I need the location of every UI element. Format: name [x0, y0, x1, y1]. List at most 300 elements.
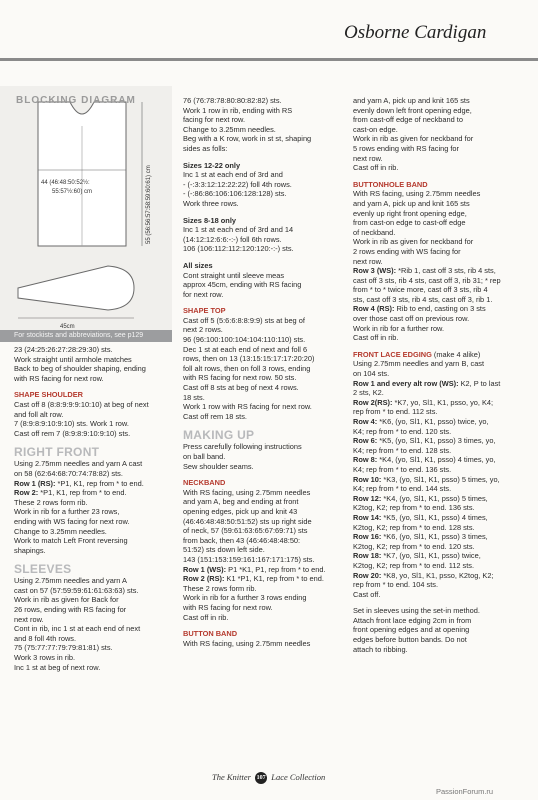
text-line [14, 546, 174, 556]
row-text: Work in rib for a further 3 rows ending [183, 593, 307, 603]
row-text: K4; rep from * to end. 136 sts. [353, 464, 452, 474]
row-text: and yarn A, beg and ending at front [183, 497, 299, 507]
row-text: These 2 rows form rib. [14, 497, 88, 507]
row-label: Row 2(RS): [353, 397, 393, 407]
text-line [353, 606, 531, 616]
page-number: 107 [255, 772, 267, 784]
text-line [183, 144, 346, 154]
footer-magazine: The Knitter [212, 772, 251, 782]
text-line [183, 442, 346, 452]
row-text: over those cast off on previous row. [353, 314, 470, 324]
text-line [183, 290, 346, 300]
text-line [14, 498, 174, 508]
text-line [353, 218, 531, 228]
row-text: 51:52) sts down left side. [183, 545, 265, 555]
text-line [183, 613, 346, 623]
text-line [183, 402, 346, 412]
watermark: PassionForum.ru [436, 787, 494, 796]
text-line [353, 333, 531, 343]
row-text: Cast off in rib. [353, 333, 399, 343]
text-line [183, 555, 346, 565]
text-line [353, 645, 531, 655]
text-line [353, 542, 531, 552]
text-line [14, 459, 174, 469]
paragraph-gap [14, 555, 174, 562]
row-text: *K7, (yo, Sl1, K1, psso) twice, [381, 551, 481, 561]
row-text: sts, cast off 3 sts, rib 4 sts, cast off 3, rib 1. [353, 294, 493, 304]
text-line [183, 639, 346, 649]
text-line [353, 484, 531, 494]
row-text: K2tog, K2; rep from * to end. 112 sts. [353, 560, 475, 570]
row-text: on 104 sts. [353, 369, 390, 379]
section-heading: BUTTON BAND [183, 629, 238, 639]
row-text: cast on 57 (57:59:59:61:61:63:63) sts. [14, 585, 139, 595]
text-line [353, 465, 531, 475]
row-label: Row 10: [353, 474, 382, 484]
text-line [353, 134, 531, 144]
row-text: Using 2.75mm needles and yarn A [14, 576, 127, 586]
paragraph-gap [353, 343, 531, 350]
paragraph-gap [183, 421, 346, 428]
text-line [183, 96, 346, 106]
text-line [14, 400, 174, 410]
text-line [183, 125, 346, 135]
major-heading: MAKING UP [183, 428, 255, 443]
row-text: Cont straight until sleeve meas [183, 270, 285, 280]
row-text: and yarn A, pick up and knit 165 sts [353, 198, 470, 208]
text-line [183, 526, 346, 536]
text-line [353, 523, 531, 533]
section-heading: BUTTONHOLE BAND [353, 179, 428, 189]
row-text: and 8 foll 4th rows. [14, 633, 77, 643]
row-text: rows, then on 13 (13:15:15:17:17:20:20) [183, 354, 315, 364]
row-label: Sizes 12-22 only [183, 160, 241, 170]
text-line [353, 257, 531, 267]
paragraph-gap [183, 254, 346, 261]
diagram-title: BLOCKING DIAGRAM [16, 95, 136, 106]
text-line [353, 561, 531, 571]
page-title: Osborne Cardigan [344, 22, 487, 43]
row-label: Row 6: [353, 436, 378, 446]
text-line [353, 398, 531, 408]
row-text: from back, then 43 (46:46:48:48:50: [183, 535, 301, 545]
row-text: next row. [353, 153, 383, 163]
text-line [183, 393, 346, 403]
width-label-line2: 55:57½:60) cm [52, 189, 93, 195]
row-text: Attach front lace edging 2cm in from [353, 615, 472, 625]
row-text: Work straight until armhole matches [14, 354, 132, 364]
text-line [14, 615, 174, 625]
text-line [14, 469, 174, 479]
text-line [183, 383, 346, 393]
row-text: P1 *K1, P1, rep from * to end. [226, 564, 326, 574]
row-text: on ball band. [183, 452, 226, 461]
row-text: cast off 3 sts, rib 4 sts, cast off 3, rib 31; * rep [353, 275, 501, 285]
text-line [353, 590, 531, 600]
text-line [183, 189, 346, 199]
text-line [353, 427, 531, 437]
text-line [183, 180, 346, 190]
text-line [183, 488, 346, 498]
text-line [183, 574, 346, 584]
text-line [14, 479, 174, 489]
text-line [183, 170, 346, 180]
text-line [183, 235, 346, 245]
text-line [183, 199, 346, 209]
text-line [353, 314, 531, 324]
text-column-2 [183, 96, 346, 648]
text-line [353, 379, 531, 389]
row-text: Work in rib for a further 23 rows, [14, 507, 120, 517]
text-line [14, 410, 174, 420]
text-line [14, 576, 174, 586]
row-text: for next row. [183, 289, 224, 299]
row-text: of neckband. [353, 227, 396, 237]
text-line [353, 635, 531, 645]
text-line [353, 436, 531, 446]
row-text: Cast off in rib. [353, 163, 399, 173]
text-line [353, 407, 531, 417]
row-text: Work in rib as given for neckband for [353, 134, 474, 144]
row-text: (14:12:12:6:6:-:-) foll 6th rows. [183, 234, 282, 244]
text-line [14, 624, 174, 634]
row-text: *K6, (yo, Sl1, K1, psso) twice, yo, [377, 417, 489, 426]
row-text: Cast off. [353, 589, 381, 599]
paragraph-gap [14, 438, 174, 445]
text-line [353, 350, 531, 360]
text-line [183, 565, 346, 575]
row-label: Row 8: [353, 455, 378, 465]
row-text: Change to 3.25mm needles. [14, 526, 107, 536]
row-text: Work three rows. [183, 198, 239, 208]
row-text: (46:46:48:48:50:51:52) sts up right side [183, 516, 312, 526]
row-text: 7 (8:9:8:9:10:9:10) sts. Work 1 row. [14, 419, 129, 429]
sleeve-outline [18, 266, 134, 310]
row-text: next row. [14, 614, 44, 624]
row-text: 96 (96:100:100:104:104:110:110) sts. [183, 335, 306, 345]
text-line [353, 369, 531, 379]
row-text: (make 4 alike) [431, 349, 481, 359]
row-text: from cast-on edge to cast-off edge [353, 218, 466, 228]
row-text: 2 rows ending with WS facing for [353, 246, 461, 256]
row-text: Cast off 8 (8:8:9:9:9:10:10) at beg of next [14, 399, 149, 409]
row-label: Row 20: [353, 570, 382, 580]
row-label: Sizes 8-18 only [183, 215, 236, 225]
text-line [353, 494, 531, 504]
section-heading: SHAPE TOP [183, 306, 226, 316]
row-text: Dec 1 st at each end of next and foll 6 [183, 344, 308, 354]
text-line [353, 228, 531, 238]
text-line [183, 134, 346, 144]
text-line [183, 216, 346, 226]
top-rule [0, 58, 538, 61]
row-text: Press carefully following instructions [183, 442, 302, 452]
row-text: 2 sts, K2. [353, 388, 384, 398]
row-text: *K4, (yo, Sl1, K1, psso) 4 times, yo, [377, 455, 496, 465]
text-line [353, 237, 531, 247]
row-label: Row 4: [353, 417, 378, 426]
text-line [353, 388, 531, 398]
text-line [353, 199, 531, 209]
text-line [14, 586, 174, 596]
row-text: from * to * twice more, cast off 3 sts, rib 4 [353, 285, 488, 295]
row-text: - (-:86:86:106:106:128:128) sts. [183, 189, 287, 199]
row-text: *P1, K1, rep from * to end. [38, 488, 127, 498]
row-text: Work in rib as given for neckband for [353, 237, 474, 247]
row-text: Inc 1 st at each end of 3rd and [183, 170, 283, 180]
text-line [353, 513, 531, 523]
row-text: Cast off rem 18 sts. [183, 411, 247, 421]
text-line [183, 603, 346, 613]
row-text: evenly down left front opening edge, [353, 105, 472, 115]
text-line [183, 462, 346, 472]
text-line [14, 419, 174, 429]
text-line [353, 580, 531, 590]
text-line [353, 96, 531, 106]
row-text: With RS facing, using 2.75mm needles [183, 638, 311, 648]
row-text: 5 rows ending with RS facing for [353, 143, 459, 153]
row-text: opening edges, pick up and knit 43 [183, 506, 298, 516]
row-text: With RS facing, using 2.75mm needles [353, 189, 481, 199]
text-line [353, 324, 531, 334]
row-text: next 2 rows. [183, 325, 223, 335]
paragraph-gap [183, 471, 346, 478]
text-line [353, 276, 531, 286]
row-text: Work 1 row in rib, ending with RS [183, 105, 293, 115]
row-text: K2, P to last [458, 378, 501, 388]
text-line [353, 209, 531, 219]
row-text: K4; rep from * to end. 128 sts. [353, 445, 452, 455]
text-line [353, 125, 531, 135]
text-line [353, 551, 531, 561]
row-text: edges before button bands. Do not [353, 635, 467, 645]
diagram-drawing [0, 86, 172, 340]
length-label: 55 (56:56:57:58:59:60:61) cm [146, 165, 152, 244]
text-line [14, 595, 174, 605]
row-text: K2tog, K2; rep from * to end. 136 sts. [353, 503, 475, 513]
row-text: With RS facing, using 2.75mm needles [183, 487, 311, 497]
text-line [353, 304, 531, 314]
row-text: evenly up right front opening edge, [353, 208, 467, 218]
row-text: shapings. [14, 545, 46, 555]
row-text: K4; rep from * to end. 120 sts. [353, 426, 452, 436]
paragraph-gap [353, 173, 531, 180]
row-text: Beg with a K row, work in st st, shaping [183, 134, 312, 144]
text-line [353, 616, 531, 626]
text-line [353, 247, 531, 257]
text-line [353, 144, 531, 154]
row-text: Cast off rem 7 (8:9:8:9:10:9:10) sts. [14, 428, 131, 438]
text-line [183, 271, 346, 281]
row-label: Row 16: [353, 532, 382, 542]
row-text: with RS facing for next row. 50 sts. [183, 373, 297, 383]
text-line [183, 545, 346, 555]
row-text: ending with WS facing for next row. [14, 516, 130, 526]
paragraph-gap [353, 599, 531, 606]
row-label: Row 4 (RS): [353, 304, 395, 314]
row-text: *K7, yo, Sl1, K1, psso, yo, K4; [392, 397, 494, 407]
row-text: Cast off in rib. [183, 612, 229, 622]
row-text: sides as folls: [183, 143, 228, 153]
row-text: *Rib 1, cast off 3 sts, rib 4 sts, [396, 266, 496, 276]
text-line [353, 154, 531, 164]
text-line [353, 625, 531, 635]
text-line [14, 634, 174, 644]
row-text: Work 1 row with RS facing for next row. [183, 402, 312, 412]
row-text: *K8, yo, Sl1, K1, psso, K2tog, K2; [381, 570, 494, 580]
row-text: 143 (151:153:159:161:167:171:175) sts. [183, 554, 315, 564]
row-text: Work in rib for a further row. [353, 323, 445, 333]
text-line [353, 189, 531, 199]
text-line [183, 497, 346, 507]
row-text: Using 2.75mm needles and yarn B, cast [353, 359, 485, 369]
row-text: Work to match Left Front reversing [14, 536, 128, 546]
text-line [353, 285, 531, 295]
row-text: *K5, (yo, Sl1, K1, psso) 4 times, [381, 512, 488, 522]
row-text: Work 3 rows in rib. [14, 653, 76, 663]
row-label: Row 1 and every alt row (WS): [353, 378, 459, 388]
row-label: Row 1 (RS): [14, 478, 56, 488]
row-text: K2tog, K2; rep from * to end. 128 sts. [353, 522, 475, 532]
row-text: attach to ribbing. [353, 644, 408, 654]
text-line [353, 163, 531, 173]
text-line [353, 417, 531, 427]
row-text: Sew shoulder seams. [183, 461, 254, 471]
paragraph-gap [14, 383, 174, 390]
text-line [183, 115, 346, 125]
row-label: Row 14: [353, 512, 382, 522]
paragraph-gap [183, 622, 346, 629]
row-text: 18 sts. [183, 392, 205, 402]
text-line [353, 295, 531, 305]
text-line [183, 325, 346, 335]
text-line [353, 475, 531, 485]
text-column-1 [14, 345, 174, 672]
text-line [353, 446, 531, 456]
text-line [183, 345, 346, 355]
text-line [183, 335, 346, 345]
row-text: foll alt rows, then on foll 3 rows, ending [183, 363, 311, 373]
row-text: and yarn A, pick up and knit 165 sts [353, 96, 470, 105]
text-line [353, 106, 531, 116]
sleeve-label: 45cm [60, 324, 75, 330]
row-label: Row 3 (WS): [353, 266, 397, 276]
text-line [14, 507, 174, 517]
row-label: Row 2 (RS): [183, 574, 225, 584]
text-line [14, 663, 174, 673]
text-line [183, 316, 346, 326]
text-line [183, 373, 346, 383]
paragraph-gap [183, 209, 346, 216]
row-text: with RS facing for next row. [14, 373, 104, 383]
row-label: Row 12: [353, 493, 382, 503]
row-text: Cont in rib, inc 1 st at each end of next [14, 624, 141, 634]
row-text: 26 rows, ending with RS facing for [14, 605, 127, 615]
row-text: K4; rep from * to end. 144 sts. [353, 484, 452, 494]
row-text: on 58 (62:64:68:70:74:78:82) sts. [14, 468, 123, 478]
row-text: Set in sleeves using the set-in method. [353, 606, 480, 616]
text-column-3 [353, 96, 531, 654]
row-text: rep from * to end. 112 sts. [353, 407, 438, 417]
text-line [183, 225, 346, 235]
text-line [14, 374, 174, 384]
text-line [353, 266, 531, 276]
row-text: facing for next row. [183, 115, 246, 125]
text-line [183, 364, 346, 374]
row-label: Row 2: [14, 488, 39, 498]
blocking-diagram [0, 86, 172, 340]
width-label: 44 (46:48:50:52½: [41, 180, 90, 186]
text-line [183, 354, 346, 364]
row-label: Row 18: [353, 551, 382, 561]
row-text: Inc 1 st at beg of next row. [14, 662, 101, 672]
row-text: front opening edges and at opening [353, 625, 470, 635]
row-text: K1 *P1, K1, rep from * to end. [224, 574, 324, 584]
text-line [183, 280, 346, 290]
text-line [183, 412, 346, 422]
text-line [14, 488, 174, 498]
row-label: Row 1 (WS): [183, 564, 227, 574]
row-text: next row. [353, 256, 383, 266]
section-heading: SHAPE SHOULDER [14, 390, 83, 400]
paragraph-gap [183, 299, 346, 306]
text-line [353, 455, 531, 465]
row-text: *K5, (yo, Sl1, K1, psso) 3 times, yo, [377, 436, 496, 446]
row-text: Rib to end, casting on 3 sts [394, 304, 486, 314]
row-text: Change to 3.25mm needles. [183, 124, 276, 134]
text-line [14, 653, 174, 663]
text-line [183, 244, 346, 254]
text-line [14, 643, 174, 653]
text-line [183, 584, 346, 594]
text-line [353, 115, 531, 125]
row-text: Using 2.75mm needles and yarn A cast [14, 459, 143, 469]
text-line [14, 527, 174, 537]
text-line [183, 161, 346, 171]
row-text: Cast off 5 (5:6:6:8:8:9:9) sts at beg of [183, 315, 305, 325]
row-text: 23 (24:25:26:27:28:29:30) sts. [14, 345, 113, 354]
text-line [353, 571, 531, 581]
row-text: Back to beg of shoulder shaping, ending [14, 364, 146, 374]
text-line [183, 593, 346, 603]
row-text: 106 (106:112:112:120:120:-:-) sts. [183, 244, 294, 254]
text-line [14, 605, 174, 615]
row-text: with RS facing for next row. [183, 602, 273, 612]
footer-issue: Lace Collection [271, 772, 326, 782]
row-text: These 2 rows form rib. [183, 583, 257, 593]
row-text: from cast-off edge of neckband to [353, 115, 463, 125]
page-footer [212, 772, 325, 784]
inline-heading: FRONT LACE EDGING [353, 349, 432, 359]
row-text: 75 (75:77:77:79:79:81:81) sts. [14, 643, 113, 653]
text-line [353, 503, 531, 513]
text-line [14, 345, 174, 355]
row-text: cast-on edge. [353, 124, 398, 134]
text-line [183, 536, 346, 546]
text-line [183, 452, 346, 462]
row-text: K2tog, K2; rep from * to end. 120 sts. [353, 541, 475, 551]
row-text: Inc 1 st at each end of 3rd and 14 [183, 225, 294, 235]
row-text: *P1, K1, rep from * to end. [55, 478, 144, 488]
text-line [183, 517, 346, 527]
row-text: *K6, (yo, Sl1, K1, psso) 3 times, [381, 532, 488, 542]
major-heading: SLEEVES [14, 562, 72, 577]
row-label: All sizes [183, 260, 213, 270]
text-line [353, 532, 531, 542]
row-text: *K4, (yo, Sl1, K1, psso) 5 times, [381, 493, 488, 503]
row-text: of neck, 57 (59:61:63:65:67:69:71) sts [183, 526, 308, 536]
text-line [183, 507, 346, 517]
